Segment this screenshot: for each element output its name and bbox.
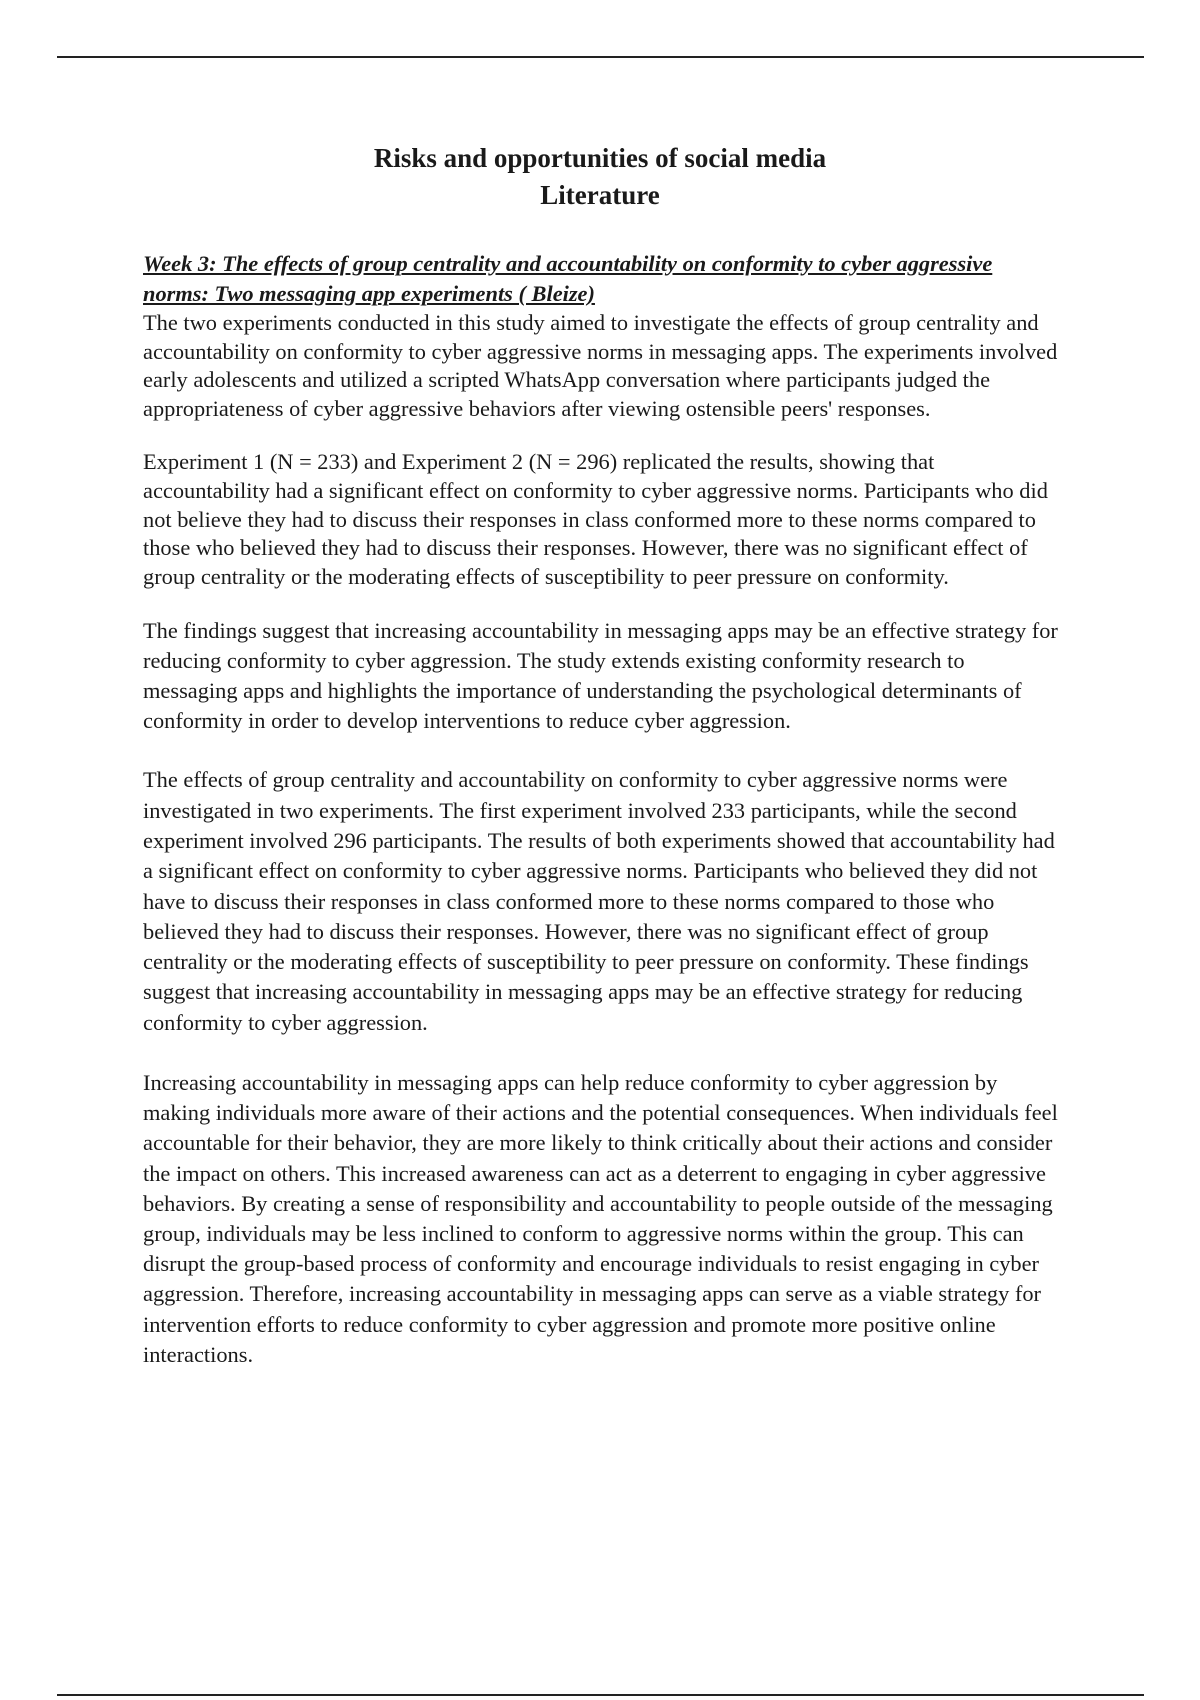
paragraph: Increasing accountability in messaging apps can help reduce conformity to cyber aggression by making individuals more aware of their actions and the potential consequences. When individuals feel accountable for their behavior, they are more likely to think critically about their actions and consider the impact on others. This increased awareness can act as a deterrent to engaging in cyber aggressive behaviors. By creating a sense of responsibility and accountability to people outside of the messaging group, individuals may be less inclined to conform to aggressive norms within the group. This can disrupt the group-based process of conformity and encourage individuals to resist engaging in cyber aggression. Therefore, increasing accountability in messaging apps can serve as a viable strategy for intervention efforts to reduce conformity to cyber aggression and promote more positive online interactions. [143,1070,1058,1367]
paragraph: Experiment 1 (N = 233) and Experiment 2 (N = 296) replicated the results, showing that accountability had a significant effect on conformity to cyber aggressive norms. Participants who did not believe they had to discuss their responses in class conformed more to these norms compared to those who believed they had to discuss their responses. However, there was no significant effect of group centrality or the moderating effects of susceptibility to peer pressure on conformity. [143,449,1048,589]
document-body [143,249,1058,1370]
paragraph: The findings suggest that increasing accountability in messaging apps may be an effective strategy for reducing conformity to cyber aggression. The study extends existing conformity research to messaging apps and highlights the importance of understanding the psychological determinants of conformity in order to develop interventions to reduce cyber aggression. [143,618,1058,734]
paragraph: The effects of group centrality and accountability on conformity to cyber aggressive norms were investigated in two experiments. The first experiment involved 233 participants, while the second experiment involved 296 participants. The results of both experiments showed that accountability had a significant effect on conformity to cyber aggressive norms. Participants who believed they did not have to discuss their responses in class conformed more to these norms compared to those who believed they had to discuss their responses. However, there was no significant effect of group centrality or the moderating effects of susceptibility to peer pressure on conformity. These findings suggest that increasing accountability in messaging apps may be an effective strategy for reducing conformity to cyber aggression. [143,767,1055,1035]
header-rule [57,56,1144,58]
document-subtitle: Literature [540,180,660,210]
paragraph: The two experiments conducted in this study aimed to investigate the effects of group centrality and accountability on conformity to cyber aggressive norms in messaging apps. The experiments involved early adolescents and utilized a scripted WhatsApp conversation where participants judged the appropriateness of cyber aggressive behaviors after viewing ostensible peers' responses. [143,310,1058,421]
section-heading: Week 3: The effects of group centrality and accountability on conformity to cyber aggressive norms: Two messaging app experiments ( Bleize) [143,251,993,306]
footer-rule [57,1694,1144,1696]
document-title: Risks and opportunities of social media [373,143,827,173]
title-block [0,140,1200,214]
